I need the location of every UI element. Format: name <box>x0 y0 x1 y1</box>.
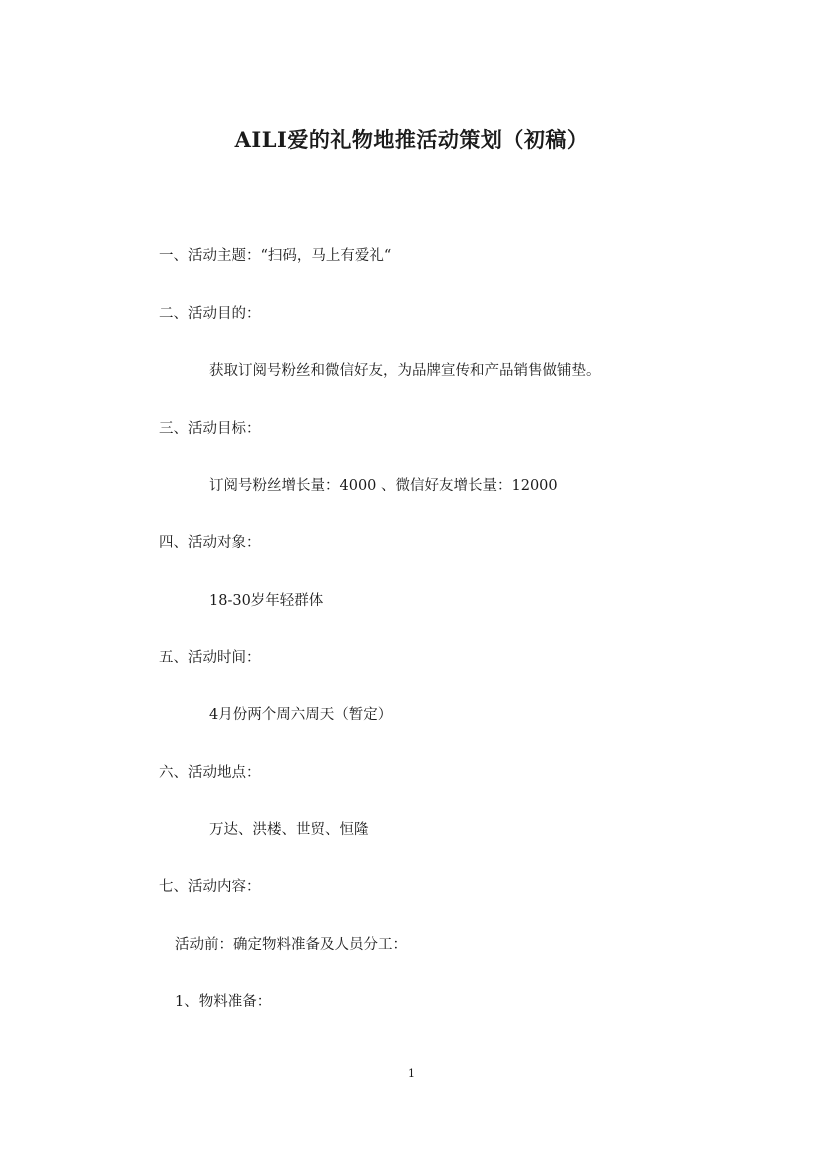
section-location-heading: 六、活动地点： <box>159 765 261 781</box>
section-location-text: 万达、洪楼、世贸、恒隆 <box>209 822 369 838</box>
section-audience-heading: 四、活动对象： <box>159 535 261 551</box>
page-number: 1 <box>408 1067 415 1080</box>
section-time-text: 4月份两个周六周天（暂定） <box>209 707 393 723</box>
section-purpose-heading: 二、活动目的： <box>159 306 261 322</box>
section-content-heading: 七、活动内容： <box>159 879 261 895</box>
section-goal-text: 订阅号粉丝增长量：4000 、微信好友增长量：12000 <box>209 478 558 494</box>
section-time-heading: 五、活动时间： <box>159 650 261 666</box>
section-purpose-text: 获取订阅号粉丝和微信好友，为品牌宣传和产品销售做铺垫。 <box>209 363 601 379</box>
section-theme-heading: 一、活动主题：“扫码，马上有爱礼“ <box>159 248 392 264</box>
document-title: AILI爱的礼物地推活动策划（初稿） <box>234 127 589 152</box>
section-audience-text: 18-30岁年轻群体 <box>209 593 324 609</box>
section-content-materials: 1、物料准备： <box>175 994 272 1010</box>
section-content-before: 活动前：确定物料准备及人员分工： <box>175 937 407 953</box>
section-goal-heading: 三、活动目标： <box>159 421 261 437</box>
